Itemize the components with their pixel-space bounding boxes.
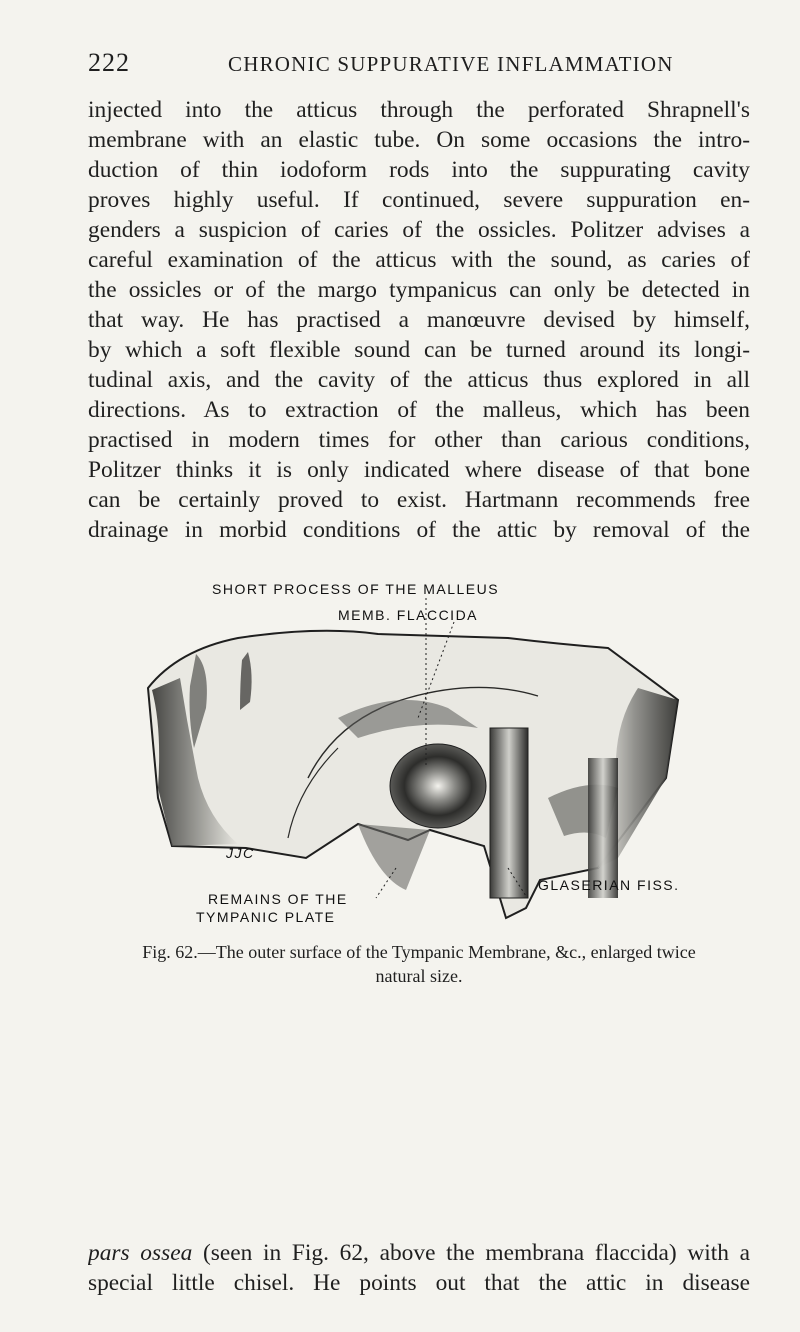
label-remains-line2: TYMPANIC PLATE xyxy=(196,909,336,925)
label-remains-line1: REMAINS OF THE xyxy=(208,891,348,907)
figure-caption xyxy=(88,940,750,988)
running-head: CHRONIC SUPPURATIVE INFLAMMATION xyxy=(228,52,674,76)
italic-phrase: pars ossea xyxy=(88,1240,193,1266)
caption-line2: natural size. xyxy=(375,966,463,986)
tympanic-plate-shading xyxy=(358,824,430,890)
text-line: the ossicles or of the margo tympanicus can only be detected in xyxy=(88,277,750,303)
body-paragraph-2 xyxy=(88,1238,750,1298)
text-line: duction of thin iodoform rods into the suppurating cavity xyxy=(88,157,750,183)
page-number: 222 xyxy=(88,48,130,77)
text-line: genders a suspicion of caries of the ossicles. Politzer advises a xyxy=(88,217,750,243)
text-line: tudinal axis, and the cavity of the atticus thus explored in all xyxy=(88,367,750,393)
text-line: proves highly useful. If continued, severe suppuration en- xyxy=(88,187,750,213)
text-line: membrane with an elastic tube. On some occasions the intro- xyxy=(88,127,750,153)
label-short-process: SHORT PROCESS OF THE MALLEUS xyxy=(212,581,500,597)
text-line: pars ossea (seen in Fig. 62, above the membrana flaccida) with a xyxy=(88,1240,750,1266)
vertical-canal xyxy=(490,728,528,898)
text-line: Politzer thinks it is only indicated where disease of that bone xyxy=(88,457,750,483)
tympanic-membrane-illustration xyxy=(118,578,708,940)
umbo xyxy=(390,744,486,828)
text-line: that way. He has practised a manœuvre devised by himself, xyxy=(88,307,750,333)
body-paragraph-1 xyxy=(88,95,750,545)
figure-tympanic-membrane xyxy=(118,578,708,940)
text-line: injected into the atticus through the perforated Shrapnell's xyxy=(88,97,750,123)
label-memb-flaccida: MEMB. FLACCIDA xyxy=(338,607,479,623)
text-line: directions. As to extraction of the malleus, which has been xyxy=(88,397,750,423)
label-glaserian: GLASERIAN FISS. xyxy=(538,877,680,893)
artist-signature: JJC xyxy=(226,845,255,861)
text-line: special little chisel. He points out that the attic in disease xyxy=(88,1270,750,1296)
caption-line1: Fig. 62.—The outer surface of the Tympanic Membrane, &c., enlarged twice xyxy=(142,942,696,962)
text-line: practised in modern times for other than carious conditions, xyxy=(88,427,750,453)
text-line: can be certainly proved to exist. Hartmann recommends free xyxy=(88,487,750,513)
page-header xyxy=(88,48,748,84)
text-line: careful examination of the atticus with the sound, as caries of xyxy=(88,247,750,273)
text-line: by which a soft flexible sound can be turned around its longi- xyxy=(88,337,750,363)
text-line: drainage in morbid conditions of the attic by removal of the xyxy=(88,517,750,543)
